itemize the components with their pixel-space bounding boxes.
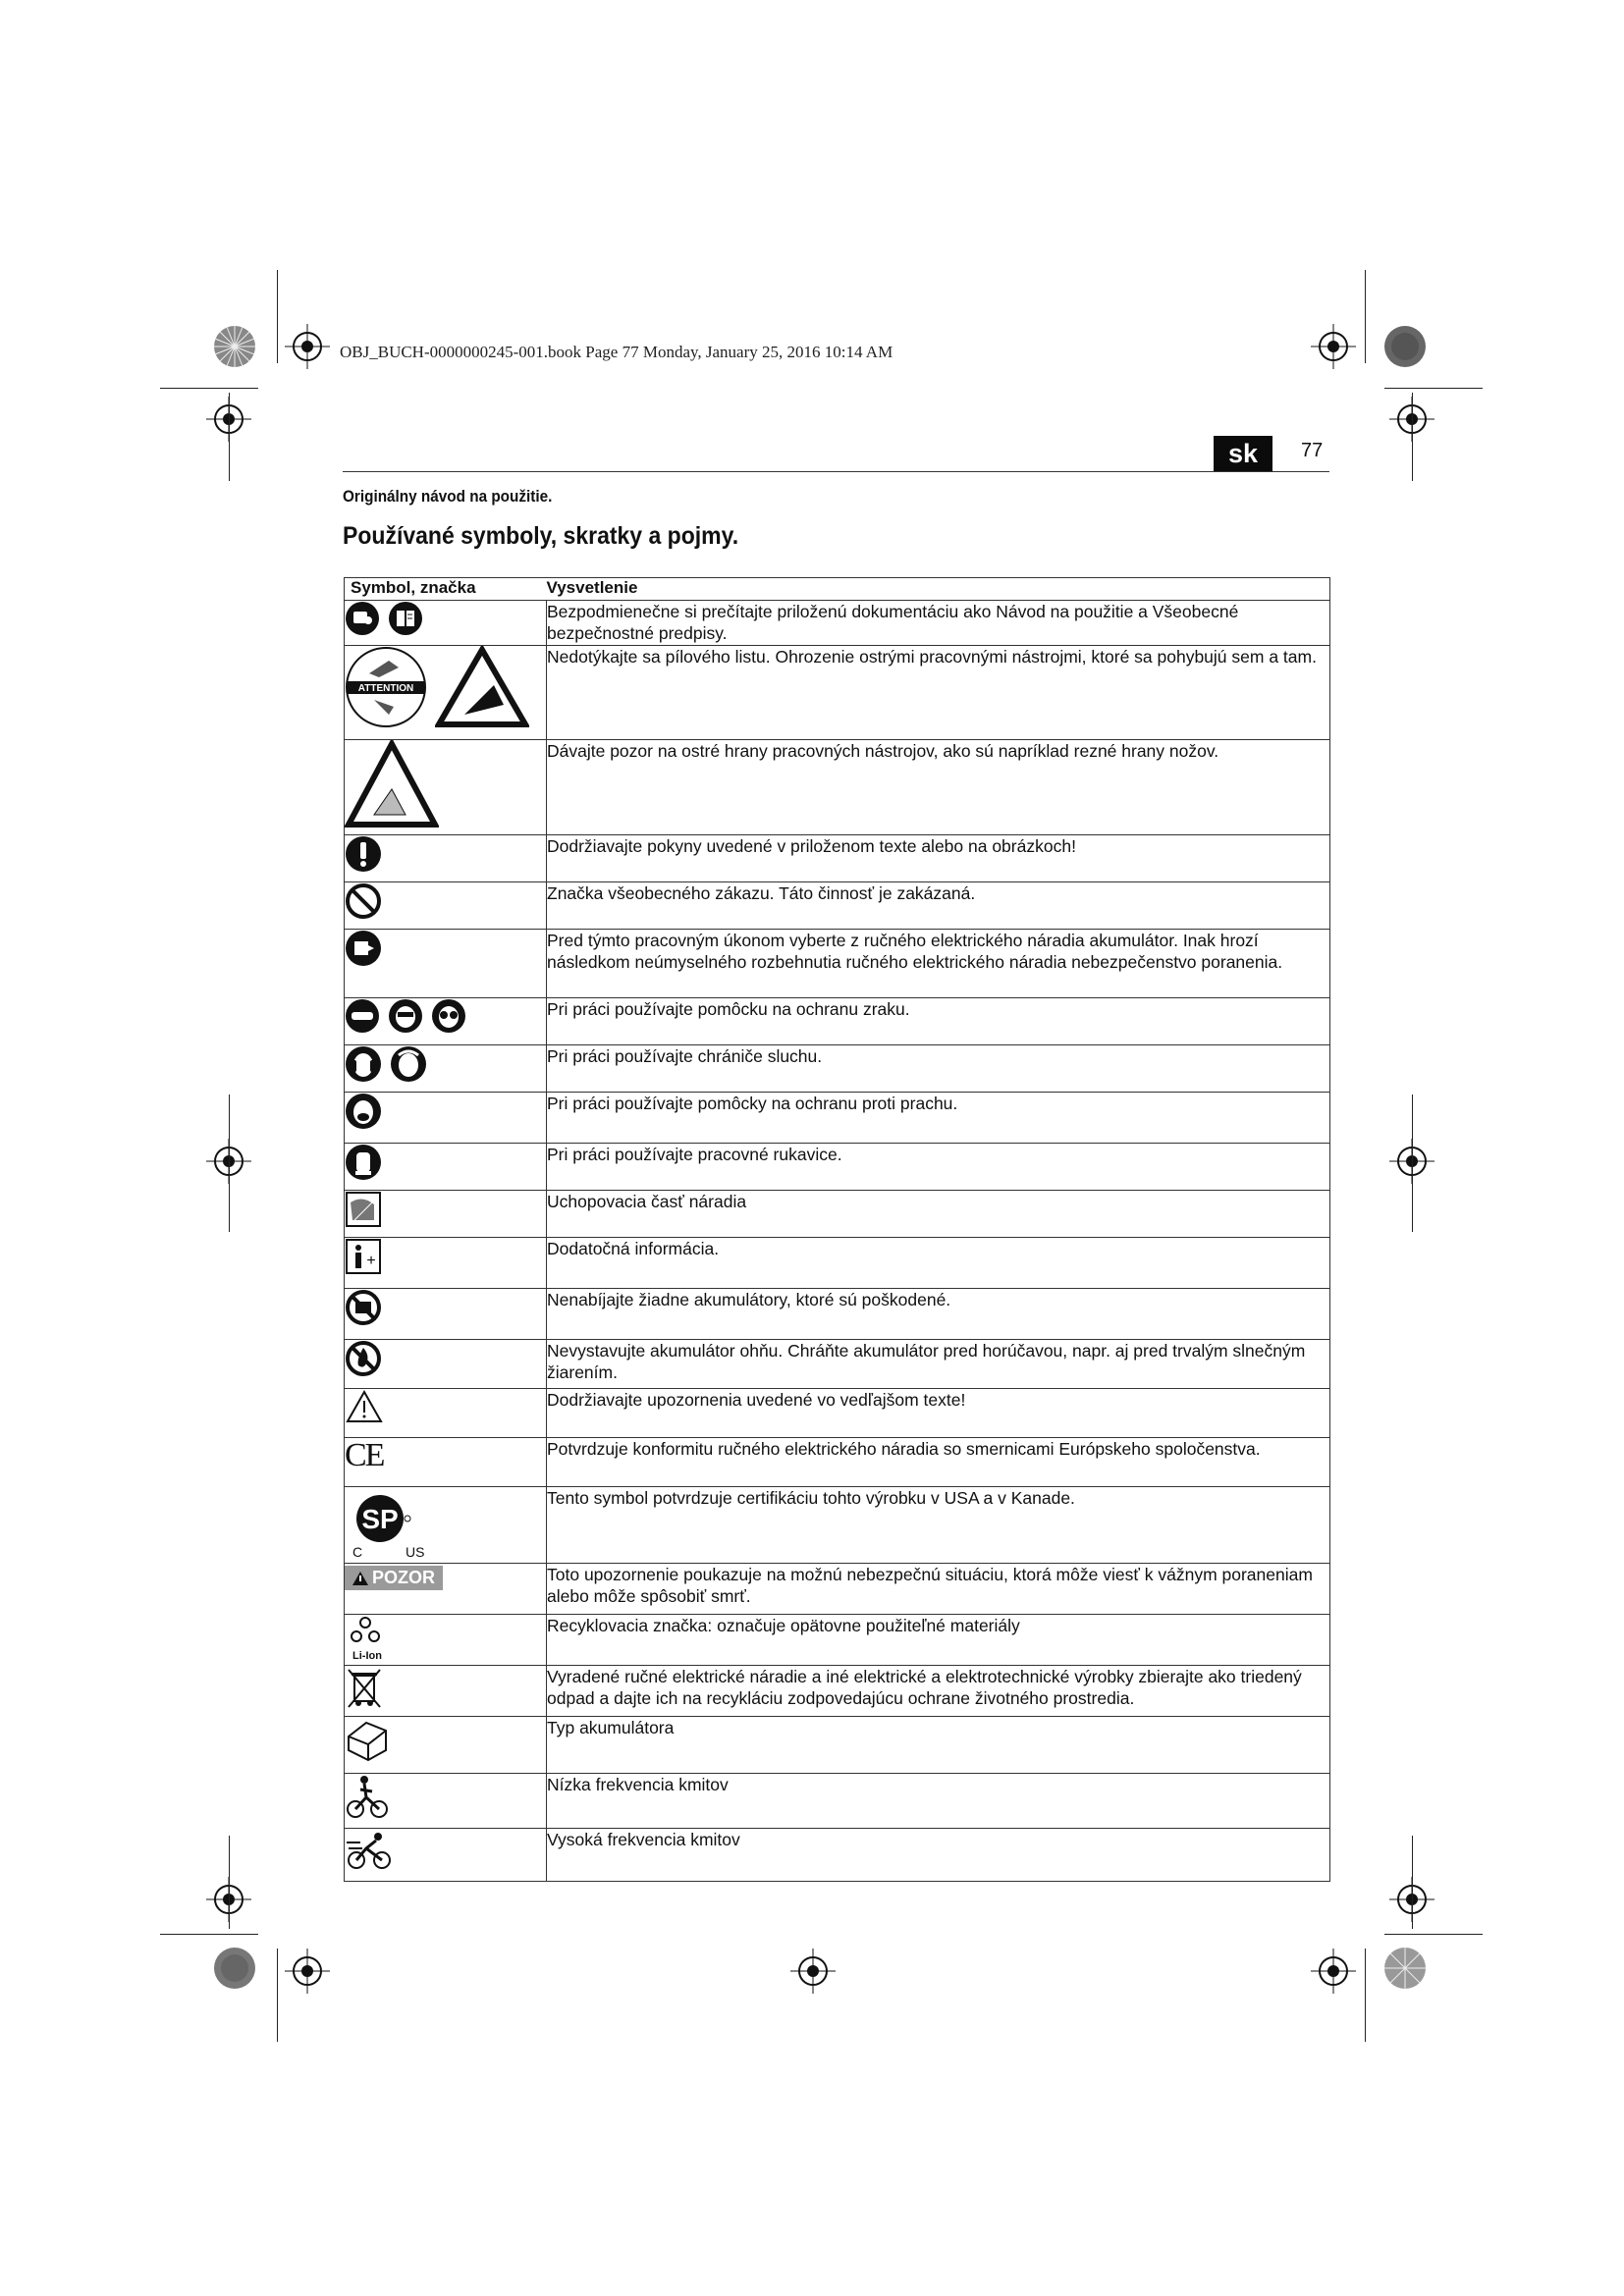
table-row xyxy=(345,1438,1330,1487)
svg-text:ATTENTION: ATTENTION xyxy=(357,683,414,694)
csa-country-us: US xyxy=(406,1544,425,1560)
symbols-table xyxy=(344,577,1330,1882)
row-description: Pri práci používajte chrániče sluchu. xyxy=(547,1045,1330,1093)
table-row xyxy=(345,1093,1330,1144)
table-row xyxy=(345,1144,1330,1191)
crop-line xyxy=(1365,1949,1366,2042)
saw-blade-warning-icon xyxy=(435,646,529,728)
crop-line xyxy=(1412,393,1413,481)
registration-mark-bottom-left-rosette xyxy=(212,1946,257,1991)
ear-muffs-icon xyxy=(345,1045,382,1083)
row-description: Dodržiavajte upozornenia uvedené vo vedľajšom texte! xyxy=(547,1389,1330,1438)
crop-line xyxy=(229,1095,230,1232)
no-damaged-battery-icon xyxy=(345,1289,382,1326)
row-description: Nedotýkajte sa pílového listu. Ohrozenie ostrými pracovnými nástrojmi, ktoré sa pohybujú sem a tam. xyxy=(547,646,1330,740)
gloves-icon xyxy=(345,1144,382,1181)
row-description: Dávajte pozor na ostré hrany pracovných nástrojov, ako sú napríklad rezné hrany nožov. xyxy=(547,740,1330,835)
row-description: Dodatočná informácia. xyxy=(547,1238,1330,1289)
table-row xyxy=(345,1238,1330,1289)
crosshair-mark xyxy=(790,1949,836,1994)
row-description: Pri práci používajte pomôcku na ochranu zraku. xyxy=(547,998,1330,1045)
crop-line xyxy=(160,1934,258,1935)
no-fire-battery-icon xyxy=(345,1340,382,1377)
row-description: Vysoká frekvencia kmitov xyxy=(547,1829,1330,1882)
table-row xyxy=(345,1774,1330,1829)
li-ion-label: Li-Ion xyxy=(352,1650,382,1662)
safety-glasses-icon xyxy=(431,998,466,1034)
table-row xyxy=(345,930,1330,998)
table-row xyxy=(345,1564,1330,1615)
row-description: Pri práci používajte pracovné rukavice. xyxy=(547,1144,1330,1191)
row-description: Nevystavujte akumulátor ohňu. Chráňte akumulátor pred horúčavou, napr. aj pred trvalým slnečným žiarením. xyxy=(547,1340,1330,1389)
language-badge: sk xyxy=(1214,436,1272,471)
read-manual-icon xyxy=(345,601,380,636)
crop-line xyxy=(1384,388,1483,389)
table-row xyxy=(345,1666,1330,1717)
registration-mark-bottom-right-rosette xyxy=(1382,1946,1428,1991)
crosshair-mark xyxy=(285,324,330,369)
row-description: Pri práci používajte pomôcky na ochranu proti prachu. xyxy=(547,1093,1330,1144)
table-row xyxy=(345,1045,1330,1093)
registration-mark-top-left-rosette xyxy=(212,324,257,369)
table-row xyxy=(345,1487,1330,1564)
prohibition-icon xyxy=(345,882,382,920)
crop-line xyxy=(229,1836,230,1929)
row-description: Recyklovacia značka: označuje opätovne použiteľné materiály xyxy=(547,1615,1330,1666)
safety-goggles-icon xyxy=(345,998,380,1034)
row-description: Bezpodmienečne si prečítajte priloženú dokumentáciu ako Návod na použitie a Všeobecné bezpečnostné predpisy. xyxy=(547,601,1330,646)
crop-line xyxy=(1412,1836,1413,1929)
table-row xyxy=(345,998,1330,1045)
high-frequency-cyclist-icon xyxy=(345,1829,396,1872)
remove-battery-icon xyxy=(345,930,382,967)
row-description: Potvrdzuje konformitu ručného elektrického náradia so smernicami Európskeho spoločenstva. xyxy=(547,1438,1330,1487)
page-number: 77 xyxy=(1301,440,1324,461)
weee-bin-icon xyxy=(345,1666,384,1709)
crop-line xyxy=(160,388,258,389)
info-icon xyxy=(345,1238,382,1275)
svg-text:+: + xyxy=(366,1253,376,1269)
sharp-edges-warning-icon xyxy=(345,740,439,828)
crop-line xyxy=(277,270,278,363)
caution-badge-label: POZOR xyxy=(372,1568,436,1587)
table-row xyxy=(345,1615,1330,1666)
mandatory-exclamation-icon xyxy=(345,835,382,873)
row-description: Nenabíjajte žiadne akumulátory, ktoré sú poškodené. xyxy=(547,1289,1330,1340)
warning-triangle-icon xyxy=(352,1572,368,1585)
row-description: Typ akumulátora xyxy=(547,1717,1330,1774)
low-frequency-cyclist-icon xyxy=(345,1774,390,1821)
warning-triangle-icon xyxy=(345,1389,384,1424)
print-file-header: OBJ_BUCH-0000000245-001.book Page 77 Monday, January 25, 2016 10:14 AM xyxy=(340,343,893,361)
header-rule xyxy=(343,471,1329,472)
column-header-symbol: Symbol, značka xyxy=(345,578,547,601)
table-row xyxy=(345,835,1330,882)
table-row xyxy=(345,740,1330,835)
crop-line xyxy=(277,1949,278,2042)
crop-line xyxy=(1384,1934,1483,1935)
registration-mark-top-right-rosette xyxy=(1382,324,1428,369)
svg-text:SP: SP xyxy=(361,1504,399,1534)
table-row xyxy=(345,1829,1330,1882)
crop-line xyxy=(1365,270,1366,363)
table-row xyxy=(345,1717,1330,1774)
table-row xyxy=(345,1389,1330,1438)
crop-line xyxy=(1412,1095,1413,1232)
row-description: Nízka frekvencia kmitov xyxy=(547,1774,1330,1829)
ear-protection-icon xyxy=(390,1045,427,1083)
grip-surface-icon xyxy=(345,1191,382,1228)
row-description: Toto upozornenie poukazuje na možnú nebezpečnú situáciu, ktorá môže viesť k vážnym poraneniam alebo môže spôsobiť smrť. xyxy=(547,1564,1330,1615)
recycling-icon xyxy=(345,1615,386,1650)
document-subtitle: Originálny návod na použitie. xyxy=(343,487,553,506)
attention-hand-icon xyxy=(345,646,427,728)
crosshair-mark xyxy=(285,1949,330,1994)
dust-mask-icon xyxy=(345,1093,382,1130)
table-header-row xyxy=(345,578,1330,601)
row-description: Uchopovacia časť náradia xyxy=(547,1191,1330,1238)
row-description: Tento symbol potvrdzuje certifikáciu tohto výrobku v USA a v Kanade. xyxy=(547,1487,1330,1564)
book-icon xyxy=(388,601,423,636)
table-row xyxy=(345,646,1330,740)
row-description: Značka všeobecného zákazu. Táto činnosť je zakázaná. xyxy=(547,882,1330,930)
table-row xyxy=(345,1191,1330,1238)
crop-line xyxy=(229,393,230,481)
crosshair-mark xyxy=(1311,324,1356,369)
column-header-explanation: Vysvetlenie xyxy=(547,578,1330,601)
ce-mark-icon: CE xyxy=(345,1437,384,1473)
row-description: Pred týmto pracovným úkonom vyberte z ručného elektrického náradia akumulátor. Inak hrozí následkom neúmyselného rozbehnutia ručného elektrického náradia nebezpečenstvo poranenia. xyxy=(547,930,1330,998)
table-row xyxy=(345,1340,1330,1389)
table-row xyxy=(345,601,1330,646)
page-title: Používané symboly, skratky a pojmy. xyxy=(343,522,739,550)
face-shield-icon xyxy=(388,998,423,1034)
csa-country-c: C xyxy=(352,1544,363,1560)
table-row xyxy=(345,882,1330,930)
row-description: Dodržiavajte pokyny uvedené v priloženom texte alebo na obrázkoch! xyxy=(547,835,1330,882)
table-row xyxy=(345,1289,1330,1340)
battery-pack-icon xyxy=(345,1717,390,1764)
row-description: Vyradené ručné elektrické náradie a iné elektrické a elektrotechnické výrobky zbierajte ako triedený odpad a dajte ich na recykláciu zodpovedajúcu ochrane životného prostredia. xyxy=(547,1666,1330,1717)
crosshair-mark xyxy=(1311,1949,1356,1994)
caution-badge xyxy=(345,1566,443,1590)
